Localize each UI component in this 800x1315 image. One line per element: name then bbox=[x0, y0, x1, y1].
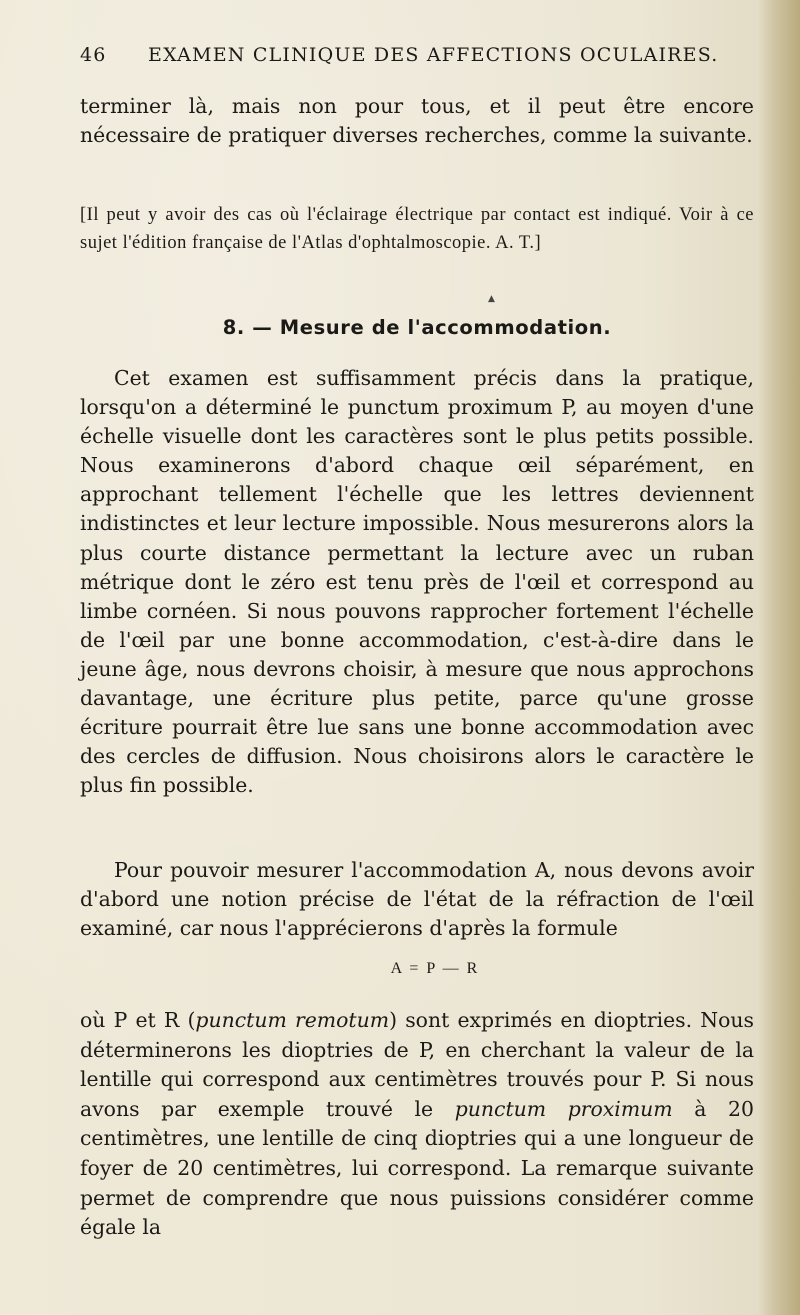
p4-text-1: où P et R ( bbox=[80, 1008, 196, 1032]
page-number: 46 bbox=[80, 44, 107, 66]
paragraph-continuation: terminer là, mais non pour tous, et il peut être encore nécessaire de pratiquer diverses recherches, comme la suivante. bbox=[80, 94, 754, 147]
p4-text-3: à 20 centimètres, une lentille de cinq dioptries qui a une longueur de foyer de 20 centimètres, lui correspond. La remarque suivante permet de comprendre que nous puissions considérer comme égale la bbox=[80, 1096, 754, 1240]
paragraph-accommodation-method: Cet examen est suffisamment précis dans la pratique, lorsqu'on a déterminé le punctum proximum P, au moyen d'une échelle visuelle dont les caractères sont le plus petits possible. Nous examinerons d'abord chaque œil séparément, en approchant tellement l'échelle que les lettres deviennent indistinctes et leur lecture impossible. Nous mesurerons alors la plus courte distance permettant la lecture avec un ruban métrique dont le zéro est tenu près de l'œil et correspond au limbe cornéen. Si nous pouvons rapprocher fortement l'échelle de l'œil par une bonne accommodation, c'est-à-dire dans le jeune âge, nous devrons choisir, à mesure que nous approchons davantage, une écriture plus petite, parce qu'une grosse écriture pourrait être lue sans une bonne accommodation avec des cercles de diffusion. Nous choisirons alors le caractère le plus fin possible. bbox=[80, 366, 754, 798]
p4-text-2: ) sont exprimés en dioptries. Nous déterminerons les dioptries de P, en cherchant la valeur de la lentille qui correspond aux centimètres trouvés pour P. Si nous avons par exemple trouvé le bbox=[80, 1008, 755, 1121]
paragraph-dioptries bbox=[80, 1006, 754, 1243]
page-binding-edge bbox=[758, 0, 800, 1315]
section-heading: 8. — Mesure de l'accommodation. bbox=[222, 316, 612, 339]
p4-italic-punctum-proximum: punctum proximum bbox=[454, 1096, 673, 1121]
translator-note: [Il peut y avoir des cas où l'éclairage électrique par contact est indiqué. Voir à ce sujet l'édition française de l'Atlas d'ophtalmoscopie. A. T.] bbox=[80, 205, 754, 253]
running-head-title: EXAMEN CLINIQUE DES AFFECTIONS OCULAIRES. bbox=[148, 44, 719, 66]
accommodation-formula: A = P — R bbox=[390, 960, 480, 977]
ornament-mark: ▲ bbox=[488, 294, 495, 304]
running-head bbox=[80, 44, 760, 74]
p4-italic-punctum-remotum: punctum remotum bbox=[195, 1008, 390, 1032]
paragraph-formula-intro: Pour pouvoir mesurer l'accommodation A, nous devons avoir d'abord une notion précise de l'état de la réfraction de l'œil examiné, car nous l'apprécierons d'après la formule bbox=[80, 858, 754, 941]
